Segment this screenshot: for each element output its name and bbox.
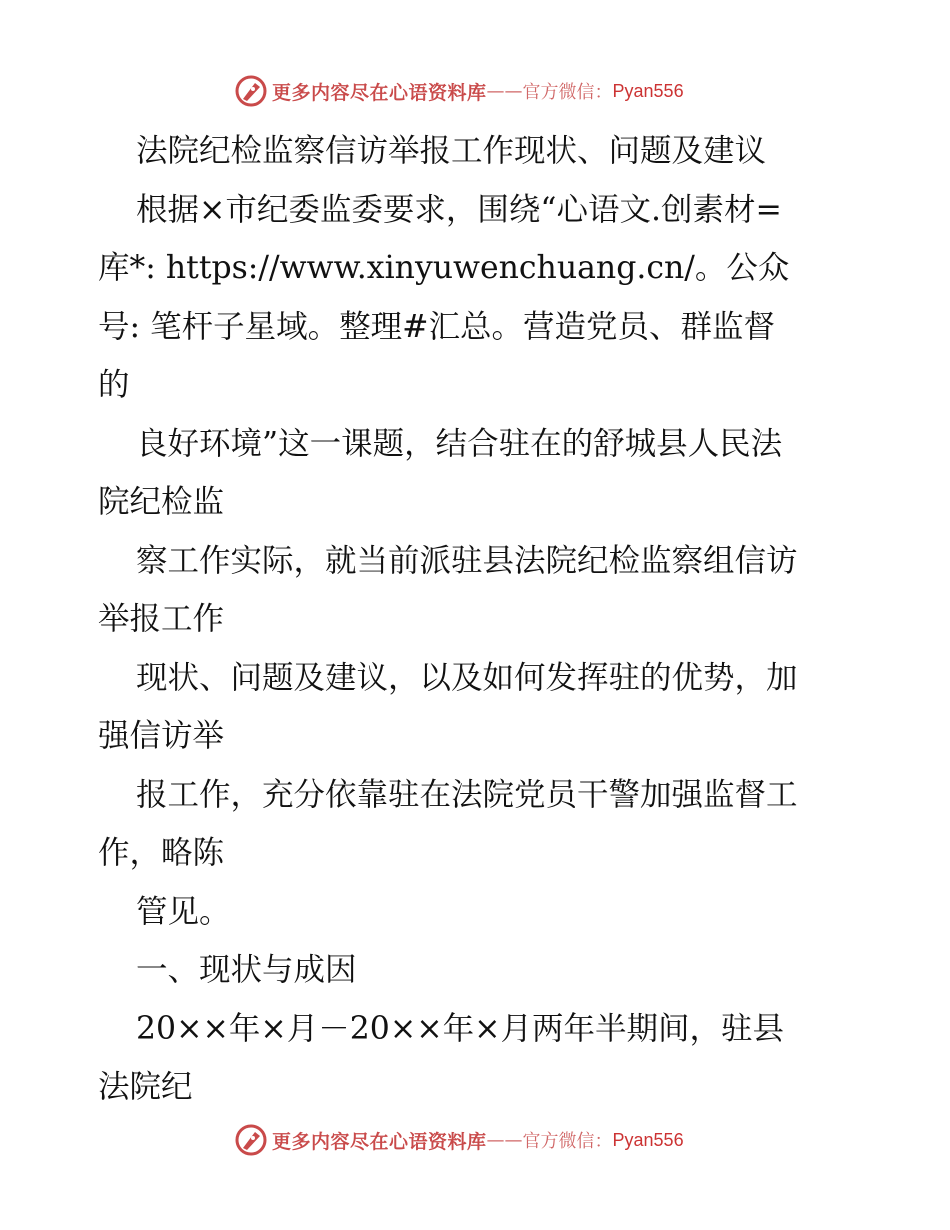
paragraph-line: 报工作，充分依靠驻在法院党员干警加强监督工 bbox=[136, 776, 798, 813]
banner-dash: —— bbox=[486, 80, 523, 102]
banner-wechat-id: Pyan556 bbox=[612, 80, 684, 101]
banner-main-text: 更多内容尽在心语资料库 bbox=[272, 81, 487, 104]
paragraph-line: 良好环境”这一课题，结合驻在的舒城县人民法 bbox=[136, 425, 783, 462]
paragraph-line: 作，略陈 bbox=[98, 835, 225, 871]
header-watermark-banner bbox=[234, 74, 714, 108]
paragraph-line: 号: 笔杆子星域。整理#汇总。营造党员、群监督 bbox=[98, 308, 776, 345]
pen-nib-circle-icon bbox=[234, 1123, 268, 1157]
paragraph-line: 根据×市纪委监委要求，围绕“心语文.创素材= bbox=[136, 191, 782, 228]
banner-main-text: 更多内容尽在心语资料库 bbox=[272, 1130, 487, 1153]
paragraph-line: 院纪检监 bbox=[98, 484, 225, 520]
pen-nib-circle-icon bbox=[234, 74, 268, 108]
paragraph-line: 举报工作 bbox=[98, 601, 225, 637]
document-body bbox=[98, 122, 854, 1117]
paragraph-line: 的 bbox=[98, 367, 130, 403]
paragraph-line: 现状、问题及建议，以及如何发挥驻的优势，加 bbox=[136, 659, 798, 696]
paragraph-line: 20××年×月－20××年×月两年半期间，驻县 bbox=[136, 1010, 785, 1047]
paragraph-line: 库*: https://www.xinyuwenchuang.cn/。公众 bbox=[98, 250, 790, 286]
paragraph-line: 管见。 bbox=[136, 893, 231, 930]
footer-watermark-banner bbox=[234, 1123, 714, 1157]
paragraph-line: 强信访举 bbox=[98, 718, 225, 754]
banner-wechat-label: 官方微信： bbox=[522, 1131, 613, 1152]
banner-wechat-id: Pyan556 bbox=[612, 1129, 684, 1150]
banner-wechat-label: 官方微信： bbox=[522, 82, 613, 103]
section-heading: 一、现状与成因 bbox=[136, 952, 357, 988]
paragraph-line: 察工作实际，就当前派驻县法院纪检监察组信访 bbox=[136, 542, 798, 579]
banner-dash: —— bbox=[486, 1129, 523, 1151]
document-title: 法院纪检监察信访举报工作现状、问题及建议 bbox=[136, 133, 767, 169]
paragraph-line: 法院纪 bbox=[98, 1069, 193, 1105]
